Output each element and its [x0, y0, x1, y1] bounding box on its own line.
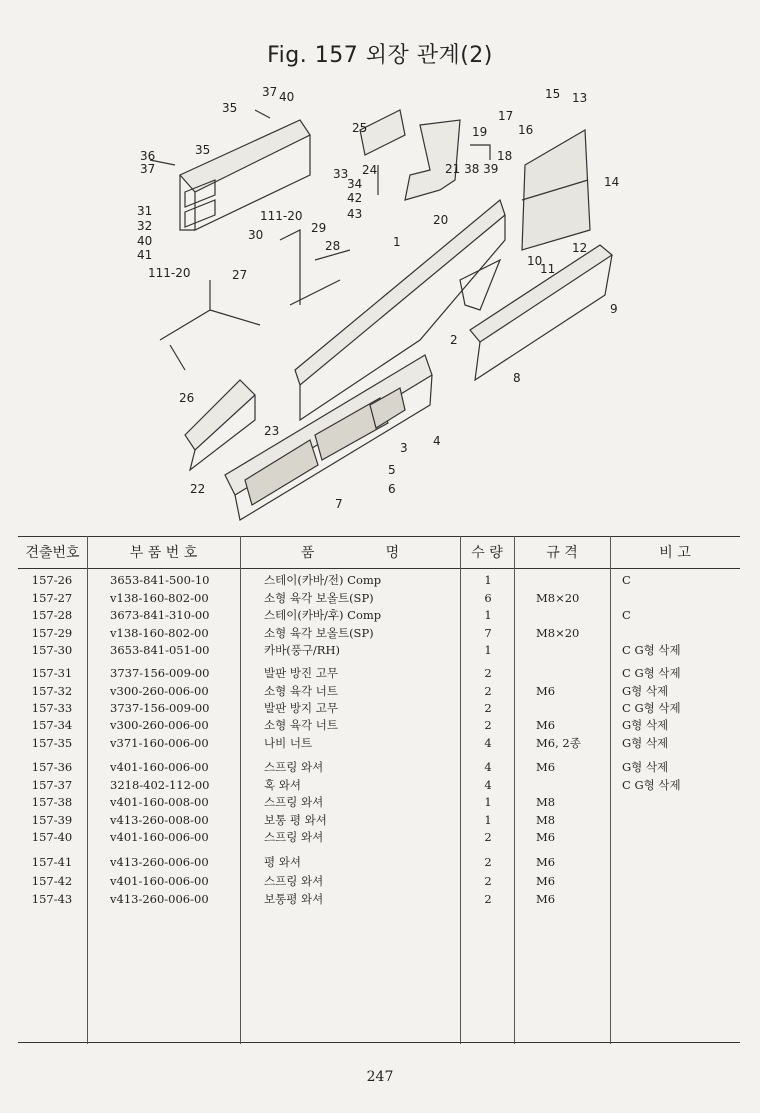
- cell-qty: 1: [484, 608, 492, 622]
- callout-27: 27: [232, 268, 248, 282]
- cell-name: 보통평 와셔: [264, 892, 324, 906]
- cell-remark: C G형 삭제: [622, 778, 681, 792]
- callout-20: 20: [433, 213, 449, 227]
- cell-name: 스테이(카바/후) Comp: [264, 608, 382, 622]
- cell-qty: 1: [484, 795, 492, 809]
- cell-part: v401-160-006-00: [110, 874, 209, 888]
- cell-name: 스프링 와셔: [264, 830, 324, 844]
- cell-spec: M8×20: [536, 591, 580, 605]
- callout-1: 1: [393, 235, 401, 249]
- callout-15: 15: [545, 87, 561, 101]
- cell-no: 157-40: [31, 830, 73, 844]
- cell-part: v300-260-006-00: [110, 718, 209, 732]
- cell-name: 발판 방지 고무: [264, 701, 338, 715]
- callout-31: 31: [137, 204, 153, 218]
- cell-part: v138-160-802-00: [110, 591, 209, 605]
- cell-qty: 1: [484, 573, 492, 587]
- cell-spec: M6: [536, 684, 556, 698]
- callout-13: 13: [572, 91, 588, 105]
- cell-qty: 2: [484, 666, 492, 680]
- callout-26: 26: [179, 391, 195, 405]
- cell-name: 보통 평 와셔: [264, 813, 327, 827]
- cell-remark: G형 삭제: [622, 718, 669, 732]
- cell-qty: 7: [484, 626, 492, 640]
- callout-29: 29: [311, 221, 327, 235]
- cell-no: 157-35: [31, 736, 73, 750]
- cell-remark: C: [622, 573, 631, 587]
- cell-qty: 2: [484, 855, 492, 869]
- header-name: 품 명: [300, 545, 400, 561]
- callout-23: 23: [264, 424, 280, 438]
- cell-qty: 4: [484, 778, 492, 792]
- header-ref-no: 견출번호: [25, 545, 80, 561]
- cell-qty: 1: [484, 643, 492, 657]
- cell-part: 3653-841-051-00: [110, 643, 210, 657]
- cell-name: 스프링 와셔: [264, 795, 324, 809]
- cell-qty: 2: [484, 701, 492, 715]
- cell-part: v413-260-006-00: [110, 892, 209, 906]
- callout-18: 18: [497, 149, 513, 163]
- callout-41: 41: [137, 248, 153, 262]
- cell-no: 157-27: [31, 591, 73, 605]
- cell-no: 157-30: [31, 643, 73, 657]
- cell-remark: C G형 삭제: [622, 701, 681, 715]
- callout-6: 6: [388, 482, 396, 496]
- cell-qty: 2: [484, 874, 492, 888]
- cell-qty: 6: [484, 591, 492, 605]
- callout-12: 12: [572, 241, 588, 255]
- cell-spec: M6: [536, 830, 556, 844]
- cell-spec: M8: [536, 813, 556, 827]
- cell-spec: M6: [536, 855, 556, 869]
- cell-no: 157-42: [31, 874, 73, 888]
- header-spec: 규 격: [546, 545, 578, 561]
- cell-remark: G형 삭제: [622, 736, 669, 750]
- cell-name: 스테이(카바/전) Comp: [264, 573, 382, 587]
- cell-no: 157-28: [31, 608, 73, 622]
- header-remarks: 비 고: [659, 545, 691, 561]
- main-cover-part: [295, 200, 505, 385]
- cell-part: v401-160-006-00: [110, 830, 209, 844]
- callout-22: 22: [190, 482, 206, 496]
- cell-part: 3737-156-009-00: [110, 701, 210, 715]
- cell-no: 157-41: [31, 855, 73, 869]
- callout-28: 28: [325, 239, 341, 253]
- cell-name: 스프링 와셔: [264, 874, 324, 888]
- cell-remark: C G형 삭제: [622, 666, 681, 680]
- cell-remark: C G형 삭제: [622, 643, 681, 657]
- cell-spec: M6, 2종: [536, 736, 581, 750]
- callout-25: 25: [352, 121, 368, 135]
- cell-part: 3218-402-112-00: [110, 778, 210, 792]
- cell-part: v371-160-006-00: [110, 736, 209, 750]
- cell-no: 157-29: [31, 626, 73, 640]
- col-divider: [87, 536, 88, 1044]
- callout-4: 4: [433, 434, 441, 448]
- callout-16: 16: [518, 123, 534, 137]
- cell-part: 3653-841-500-10: [110, 573, 210, 587]
- cell-spec: M8×20: [536, 626, 580, 640]
- exploded-parts-diagram: [0, 80, 760, 530]
- callout-42: 42: [347, 191, 363, 205]
- cell-qty: 2: [484, 718, 492, 732]
- cell-part: v401-160-008-00: [110, 795, 209, 809]
- cell-no: 157-39: [31, 813, 73, 827]
- callout-24: 24: [362, 163, 378, 177]
- cell-spec: M6: [536, 760, 556, 774]
- table-top-rule: [18, 536, 740, 537]
- cell-name: 카바(풍구/RH): [264, 643, 340, 657]
- cell-name: 소형 육각 너트: [264, 718, 338, 732]
- page-number: 247: [366, 1069, 394, 1085]
- cell-part: v413-260-006-00: [110, 855, 209, 869]
- cell-spec: M6: [536, 892, 556, 906]
- callout-111-20a: 111-20: [260, 209, 303, 223]
- callout-7: 7: [335, 497, 343, 511]
- cell-name: 평 와셔: [264, 855, 301, 869]
- callout-17: 17: [498, 109, 514, 123]
- callout-35b: 35: [195, 143, 211, 157]
- cell-part: v300-260-006-00: [110, 684, 209, 698]
- cell-no: 157-31: [31, 666, 73, 680]
- cell-qty: 2: [484, 830, 492, 844]
- cell-name: 소형 육각 너트: [264, 684, 338, 698]
- callout-9: 9: [610, 302, 618, 316]
- cell-spec: M6: [536, 718, 556, 732]
- header-qty: 수 량: [471, 545, 503, 561]
- callout-35: 35: [222, 101, 238, 115]
- cell-part: 3673-841-310-00: [110, 608, 210, 622]
- callout-10: 10: [527, 254, 543, 268]
- cell-spec: M8: [536, 795, 556, 809]
- header-part-no: 부 품 번 호: [129, 545, 198, 561]
- cell-no: 157-33: [31, 701, 73, 715]
- cell-name: 스프링 와셔: [264, 760, 324, 774]
- col-divider: [514, 536, 515, 1044]
- cell-name: 소형 육각 보올트(SP): [264, 591, 374, 605]
- callout-111-20b: 111-20: [148, 266, 191, 280]
- table-bottom-rule: [18, 1042, 740, 1043]
- cell-name: 소형 육각 보올트(SP): [264, 626, 374, 640]
- callout-43: 43: [347, 207, 363, 221]
- cell-qty: 2: [484, 684, 492, 698]
- table-header-rule: [18, 568, 740, 569]
- callout-5: 5: [388, 463, 396, 477]
- parts-table: [18, 536, 740, 1044]
- cell-remark: G형 삭제: [622, 760, 669, 774]
- cell-remark: C: [622, 608, 631, 622]
- callout-14: 14: [604, 175, 620, 189]
- cell-no: 157-37: [31, 778, 73, 792]
- cell-qty: 4: [484, 760, 492, 774]
- callout-33: 33: [333, 167, 349, 181]
- cell-no: 157-36: [31, 760, 73, 774]
- cell-part: v401-160-006-00: [110, 760, 209, 774]
- callout-36b: 36: [140, 149, 156, 163]
- cell-qty: 4: [484, 736, 492, 750]
- cell-part: v138-160-802-00: [110, 626, 209, 640]
- small-plate-part: [185, 380, 255, 450]
- cell-name: 발판 방진 고무: [264, 666, 338, 680]
- callout-2: 2: [450, 333, 458, 347]
- callout-3: 3: [400, 441, 408, 455]
- cell-remark: G형 삭제: [622, 684, 669, 698]
- cell-spec: M6: [536, 874, 556, 888]
- cell-part: 3737-156-009-00: [110, 666, 210, 680]
- callout-21-38-39: 21 38 39: [445, 162, 499, 176]
- bracket-rh-part: [405, 120, 460, 200]
- figure-title: Fig. 157 외장 관계(2): [267, 43, 493, 68]
- cell-name: 혹 와셔: [264, 778, 301, 792]
- col-divider: [610, 536, 611, 1044]
- cell-no: 157-26: [31, 573, 73, 587]
- cell-qty: 2: [484, 892, 492, 906]
- callout-37: 40: [279, 90, 295, 104]
- callout-36: 37: [262, 85, 278, 99]
- callout-37b: 37: [140, 162, 156, 176]
- callout-8: 8: [513, 371, 521, 385]
- col-divider: [240, 536, 241, 1044]
- cell-no: 157-38: [31, 795, 73, 809]
- callout-11: 11: [540, 262, 556, 276]
- cell-part: v413-260-008-00: [110, 813, 209, 827]
- cell-no: 157-43: [31, 892, 73, 906]
- cell-name: 나비 너트: [264, 736, 313, 750]
- cell-qty: 1: [484, 813, 492, 827]
- callout-34: 34: [347, 177, 363, 191]
- callout-19: 19: [472, 125, 488, 139]
- callout-32: 32: [137, 219, 153, 233]
- callout-30: 30: [248, 228, 264, 242]
- cell-no: 157-32: [31, 684, 73, 698]
- callout-40: 40: [137, 234, 153, 248]
- cell-no: 157-34: [31, 718, 73, 732]
